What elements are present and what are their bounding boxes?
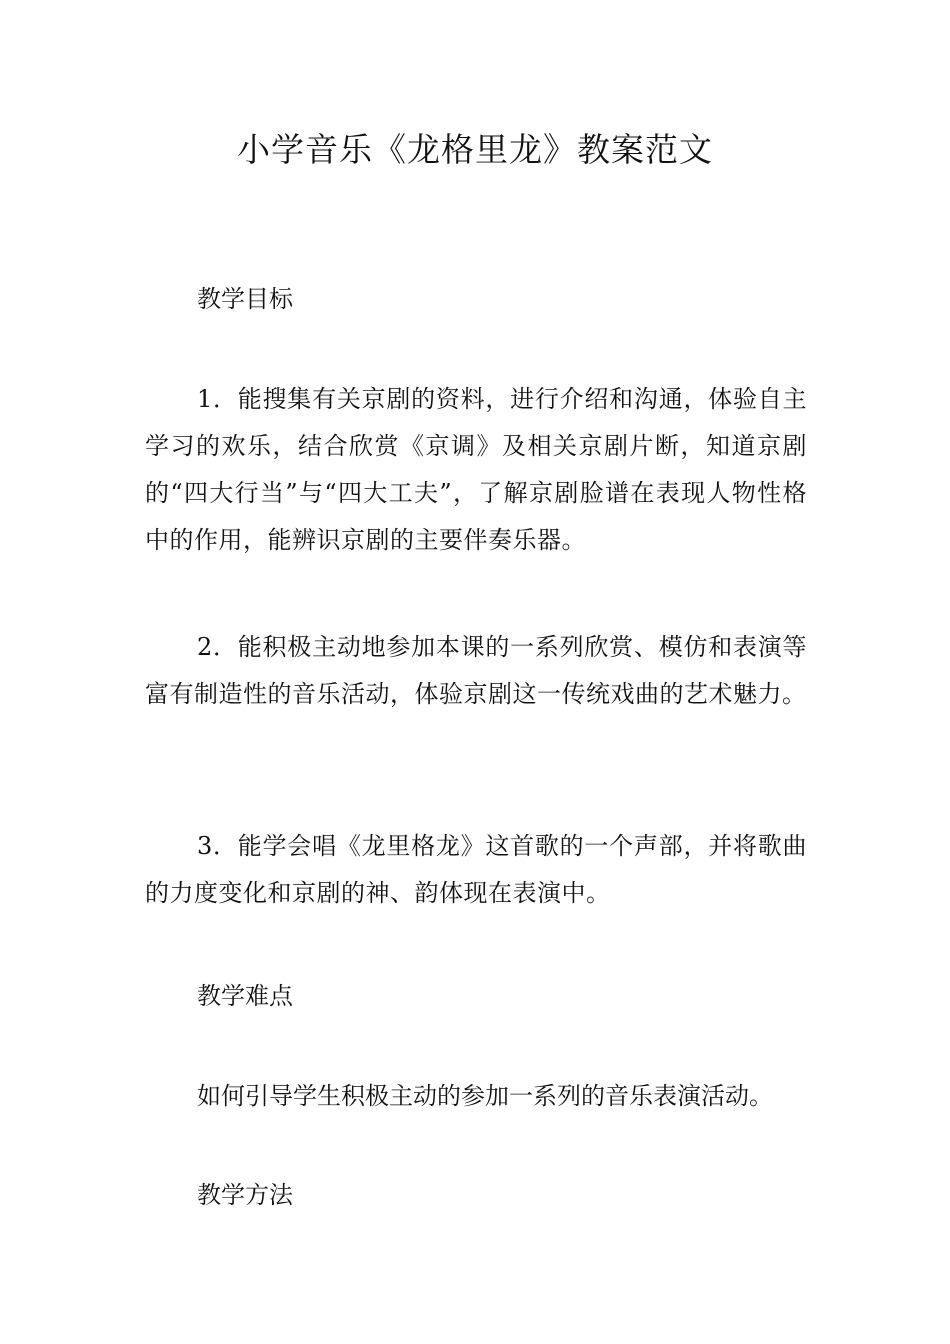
objective-3-paragraph: 3．能学会唱《龙里格龙》这首歌的一个声部，并将歌曲的力度变化和京剧的神、韵体现在表演中。	[145, 832, 807, 907]
objective-2-paragraph: 2．能积极主动地参加本课的一系列欣赏、模仿和表演等富有制造性的音乐活动，体验京剧这一传统戏曲的艺术魅力。	[145, 633, 807, 708]
difficulty-paragraph: 如何引导学生积极主动的参加一系列的音乐表演活动。	[197, 1082, 773, 1110]
difficulty-heading: 教学难点	[197, 982, 293, 1010]
document-title: 小学音乐《龙格里龙》教案范文	[237, 130, 713, 169]
methods-heading: 教学方法	[197, 1181, 293, 1209]
objective-1-paragraph: 1．能搜集有关京剧的资料，进行介绍和沟通，体验自主学习的欢乐，结合欣赏《京调》及相关京剧片断，知道京剧的“四大行当”与“四大工夫”，了解京剧脸谱在表现人物性格中的作用，能辨识京剧的主要伴奏乐器。	[145, 385, 807, 554]
objectives-heading: 教学目标	[197, 285, 293, 313]
